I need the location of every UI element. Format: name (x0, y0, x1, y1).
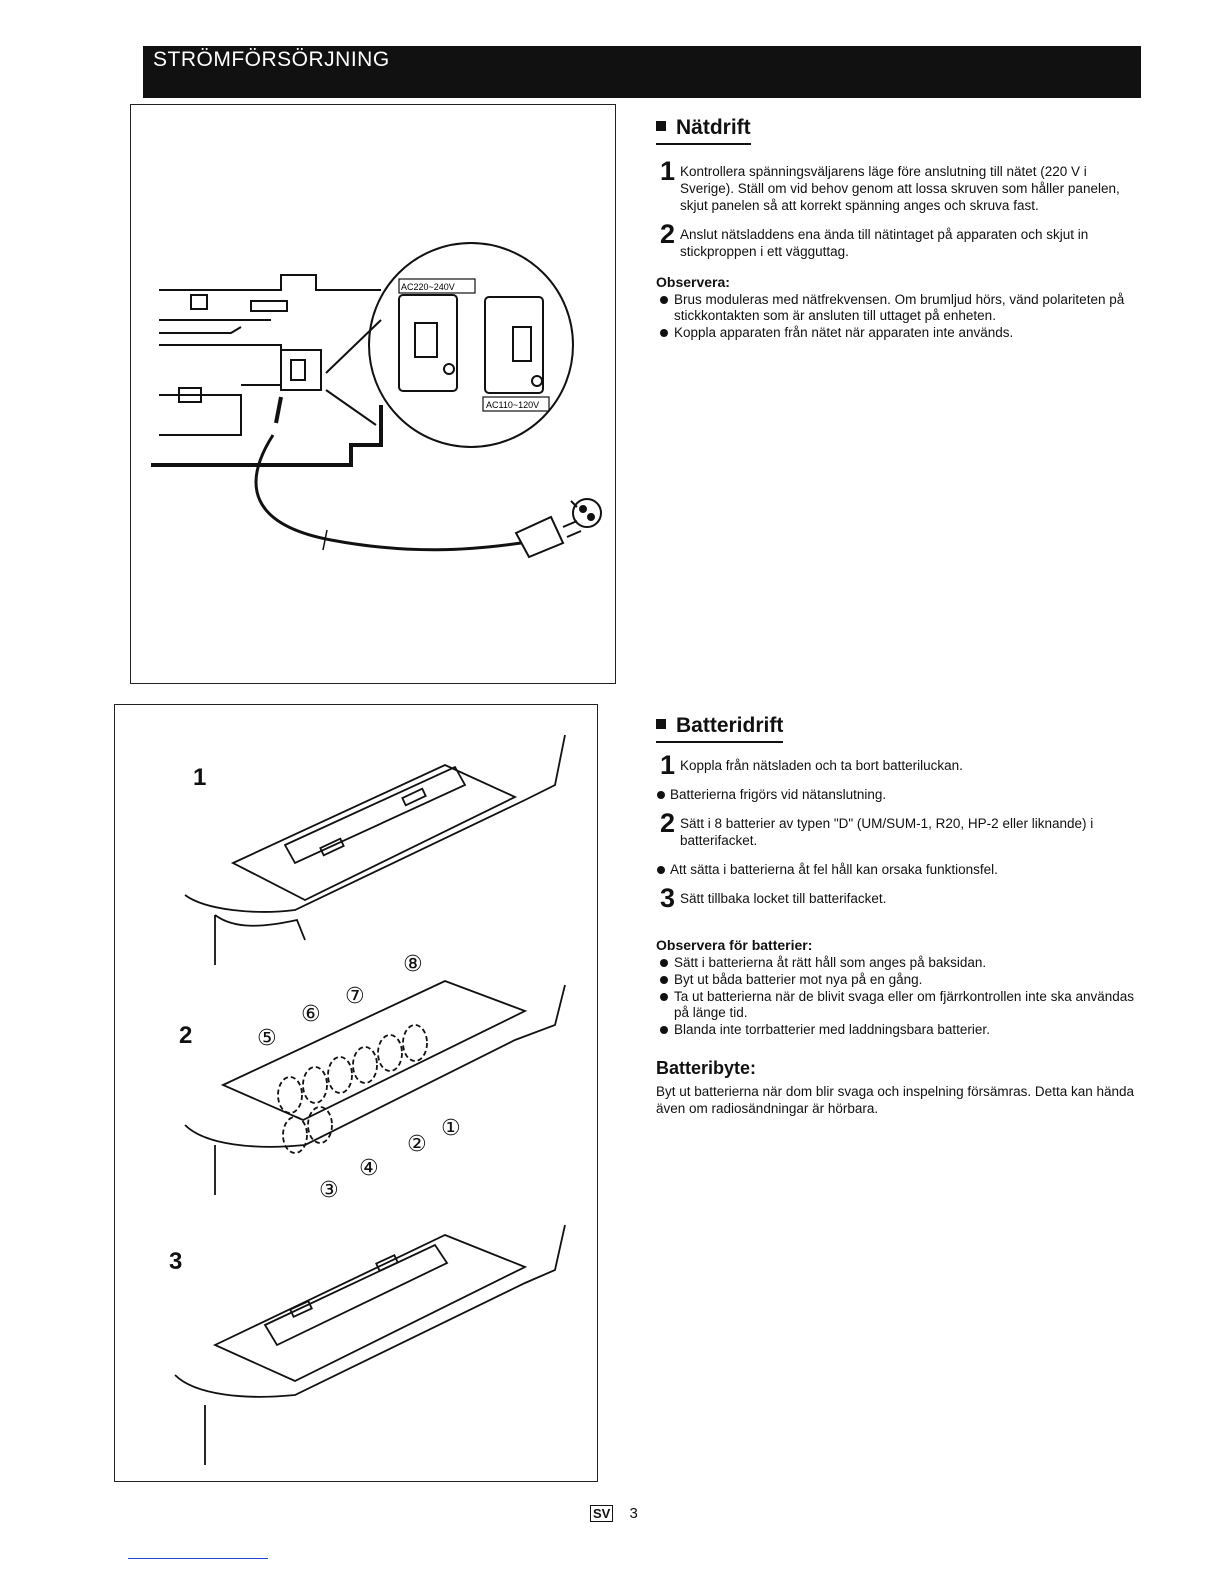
battery-number-1: ① (441, 1116, 461, 1141)
list-item: Blanda inte torrbatterier med laddningsbara batterier. (656, 1022, 1142, 1038)
batteridrift-note-2: Att sätta i batterierna åt fel håll kan orsaka funktionsfel. (656, 861, 1142, 878)
natdrift-step-1: 1 Kontrollera spänningsväljarens läge före anslutning till nätet (220 V i Sverige). Ställ om vid behov genom att lossa skruven som håller panelen, skjut panelen så att korrekt spänning anges och skruva fast. (660, 156, 1120, 213)
battery-notes (656, 955, 1142, 1038)
list-item: Sätt i batterierna åt rätt håll som anges på baksidan. (656, 955, 1142, 971)
battery-illustration (114, 704, 598, 1482)
list-item: Byt ut båda batterier mot nya på en gång. (656, 972, 1142, 988)
batteridrift-note-1: Batterierna frigörs vid nätanslutning. (656, 786, 1142, 803)
natdrift-heading: Nätdrift (656, 116, 751, 145)
ac-power-drawing (131, 105, 615, 683)
square-bullet-icon (656, 719, 666, 729)
voltage-label-220: AC220~240V (401, 282, 455, 292)
battery-drawing (115, 705, 597, 1481)
ac-power-illustration (130, 104, 616, 684)
batteridrift-step-2: 2 Sätt i 8 batterier av typen "D" (UM/SUM-1, R20, HP-2 eller liknande) i batterifacket. (660, 808, 1094, 848)
section-title: STRÖMFÖRSÖRJNING (153, 48, 390, 71)
battery-number-8: ⑧ (403, 952, 423, 977)
section-header-bar (143, 46, 1141, 98)
battery-note-heading: Observera för batterier: (656, 937, 813, 953)
page-footer (590, 1505, 638, 1522)
natdrift-step-2: 2 Anslut nätsladdens ena ända till nätintaget på apparaten och skjut in stickproppen i ett vägguttag. (660, 219, 1089, 259)
figure-step-1: 1 (193, 764, 207, 791)
battery-number-3: ③ (319, 1178, 339, 1203)
voltage-label-110: AC110~120V (486, 400, 540, 410)
batteridrift-step-1: 1 Koppla från nätsladen och ta bort batteriluckan. (660, 750, 963, 780)
battery-number-4: ④ (359, 1156, 379, 1181)
figure-step-2: 2 (179, 1022, 193, 1049)
square-bullet-icon (656, 121, 666, 131)
divider (128, 1558, 268, 1559)
batteridrift-section (656, 714, 1142, 1117)
list-item: Brus moduleras med nätfrekvensen. Om brumljud hörs, vänd polariteten på stickkontakten som är ansluten till uttaget på enheten. (656, 292, 1142, 324)
battery-number-7: ⑦ (345, 984, 365, 1009)
natdrift-note-heading: Observera: (656, 274, 730, 290)
battery-number-5: ⑤ (257, 1026, 277, 1051)
natdrift-notes (656, 292, 1142, 341)
list-item: Koppla apparaten från nätet när apparaten inte används. (656, 325, 1142, 341)
battery-number-6: ⑥ (301, 1002, 321, 1027)
battery-replace-text: Byt ut batterierna när dom blir svaga och inspelning försämras. Detta kan hända även om radiosändningar är hörbara. (656, 1084, 1135, 1116)
batteridrift-heading: Batteridrift (656, 714, 783, 743)
language-badge: SV (590, 1505, 613, 1522)
battery-replace-heading: Batteribyte: (656, 1058, 757, 1078)
figure-step-3: 3 (169, 1248, 183, 1275)
natdrift-section (656, 116, 1142, 342)
list-item: Ta ut batterierna när de blivit svaga eller om fjärrkontrollen inte ska användas på länge tid. (656, 989, 1142, 1021)
batteridrift-step-3: 3 Sätt tillbaka locket till batterifacket. (660, 883, 887, 913)
page-number: 3 (629, 1505, 638, 1522)
battery-number-2: ② (407, 1132, 427, 1157)
